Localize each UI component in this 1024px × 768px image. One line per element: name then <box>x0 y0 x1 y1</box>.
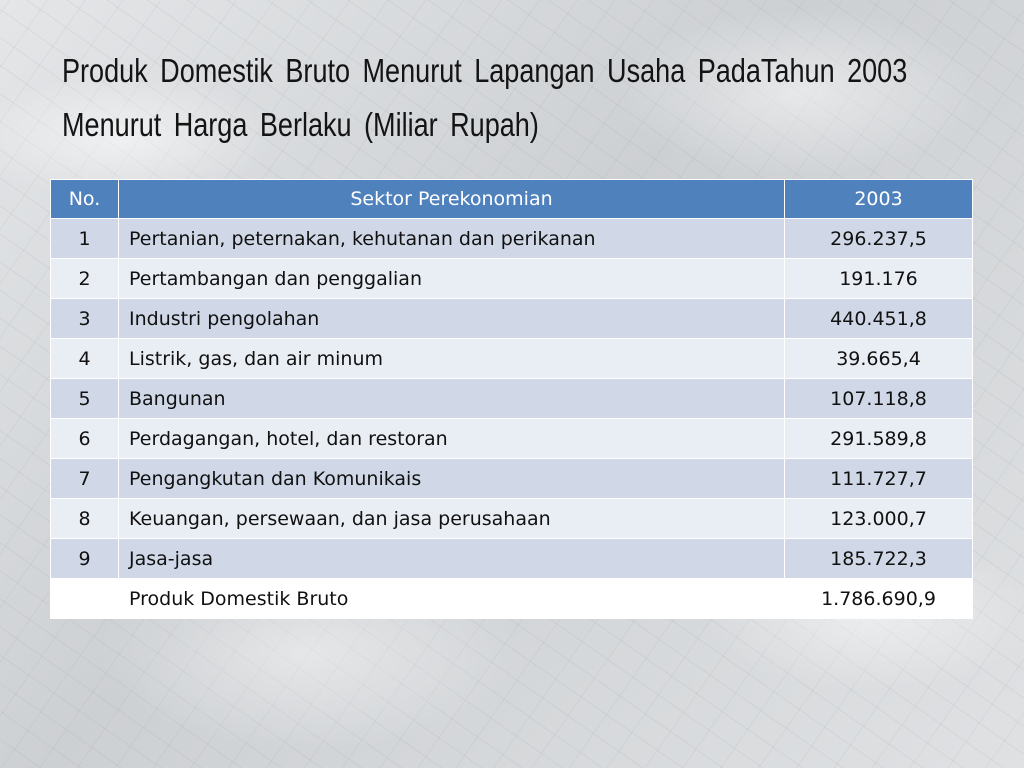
table-row <box>51 219 973 259</box>
row-value: 39.665,4 <box>785 339 973 379</box>
header-sector: Sektor Perekonomian <box>119 180 785 219</box>
row-value: 291.589,8 <box>785 419 973 459</box>
gdp-table <box>50 179 973 619</box>
slide-title-line-1: Produk Domestik Bruto Menurut Lapangan Usaha PadaTahun 2003 <box>62 52 908 89</box>
table-row <box>51 499 973 539</box>
row-sector: Keuangan, persewaan, dan jasa perusahaan <box>119 499 785 539</box>
slide-title-line-2: Menurut Harga Berlaku (Miliar Rupah) <box>62 106 539 143</box>
table-row <box>51 459 973 499</box>
row-sector: Perdagangan, hotel, dan restoran <box>119 419 785 459</box>
table-row <box>51 539 973 579</box>
row-value: 296.237,5 <box>785 219 973 259</box>
row-value: 440.451,8 <box>785 299 973 339</box>
header-year: 2003 <box>785 180 973 219</box>
row-value: 191.176 <box>785 259 973 299</box>
row-value: 123.000,7 <box>785 499 973 539</box>
table-row <box>51 259 973 299</box>
row-no: 3 <box>51 299 119 339</box>
row-no: 7 <box>51 459 119 499</box>
table-header-row <box>51 180 973 219</box>
table-row <box>51 339 973 379</box>
total-value: 1.786.690,9 <box>785 579 973 619</box>
row-sector: Bangunan <box>119 379 785 419</box>
slide-title <box>62 44 964 152</box>
row-no: 1 <box>51 219 119 259</box>
row-no: 6 <box>51 419 119 459</box>
row-no: 4 <box>51 339 119 379</box>
table-row <box>51 419 973 459</box>
table-row <box>51 379 973 419</box>
row-value: 107.118,8 <box>785 379 973 419</box>
total-label: Produk Domestik Bruto <box>119 579 785 619</box>
row-no: 9 <box>51 539 119 579</box>
row-sector: Jasa-jasa <box>119 539 785 579</box>
row-no: 5 <box>51 379 119 419</box>
total-no <box>51 579 119 619</box>
row-sector: Industri pengolahan <box>119 299 785 339</box>
table-row <box>51 299 973 339</box>
row-no: 8 <box>51 499 119 539</box>
row-sector: Pertambangan dan penggalian <box>119 259 785 299</box>
row-sector: Pertanian, peternakan, kehutanan dan perikanan <box>119 219 785 259</box>
row-no: 2 <box>51 259 119 299</box>
row-value: 111.727,7 <box>785 459 973 499</box>
row-sector: Pengangkutan dan Komunikais <box>119 459 785 499</box>
row-value: 185.722,3 <box>785 539 973 579</box>
row-sector: Listrik, gas, dan air minum <box>119 339 785 379</box>
header-no: No. <box>51 180 119 219</box>
table-total-row <box>51 579 973 619</box>
